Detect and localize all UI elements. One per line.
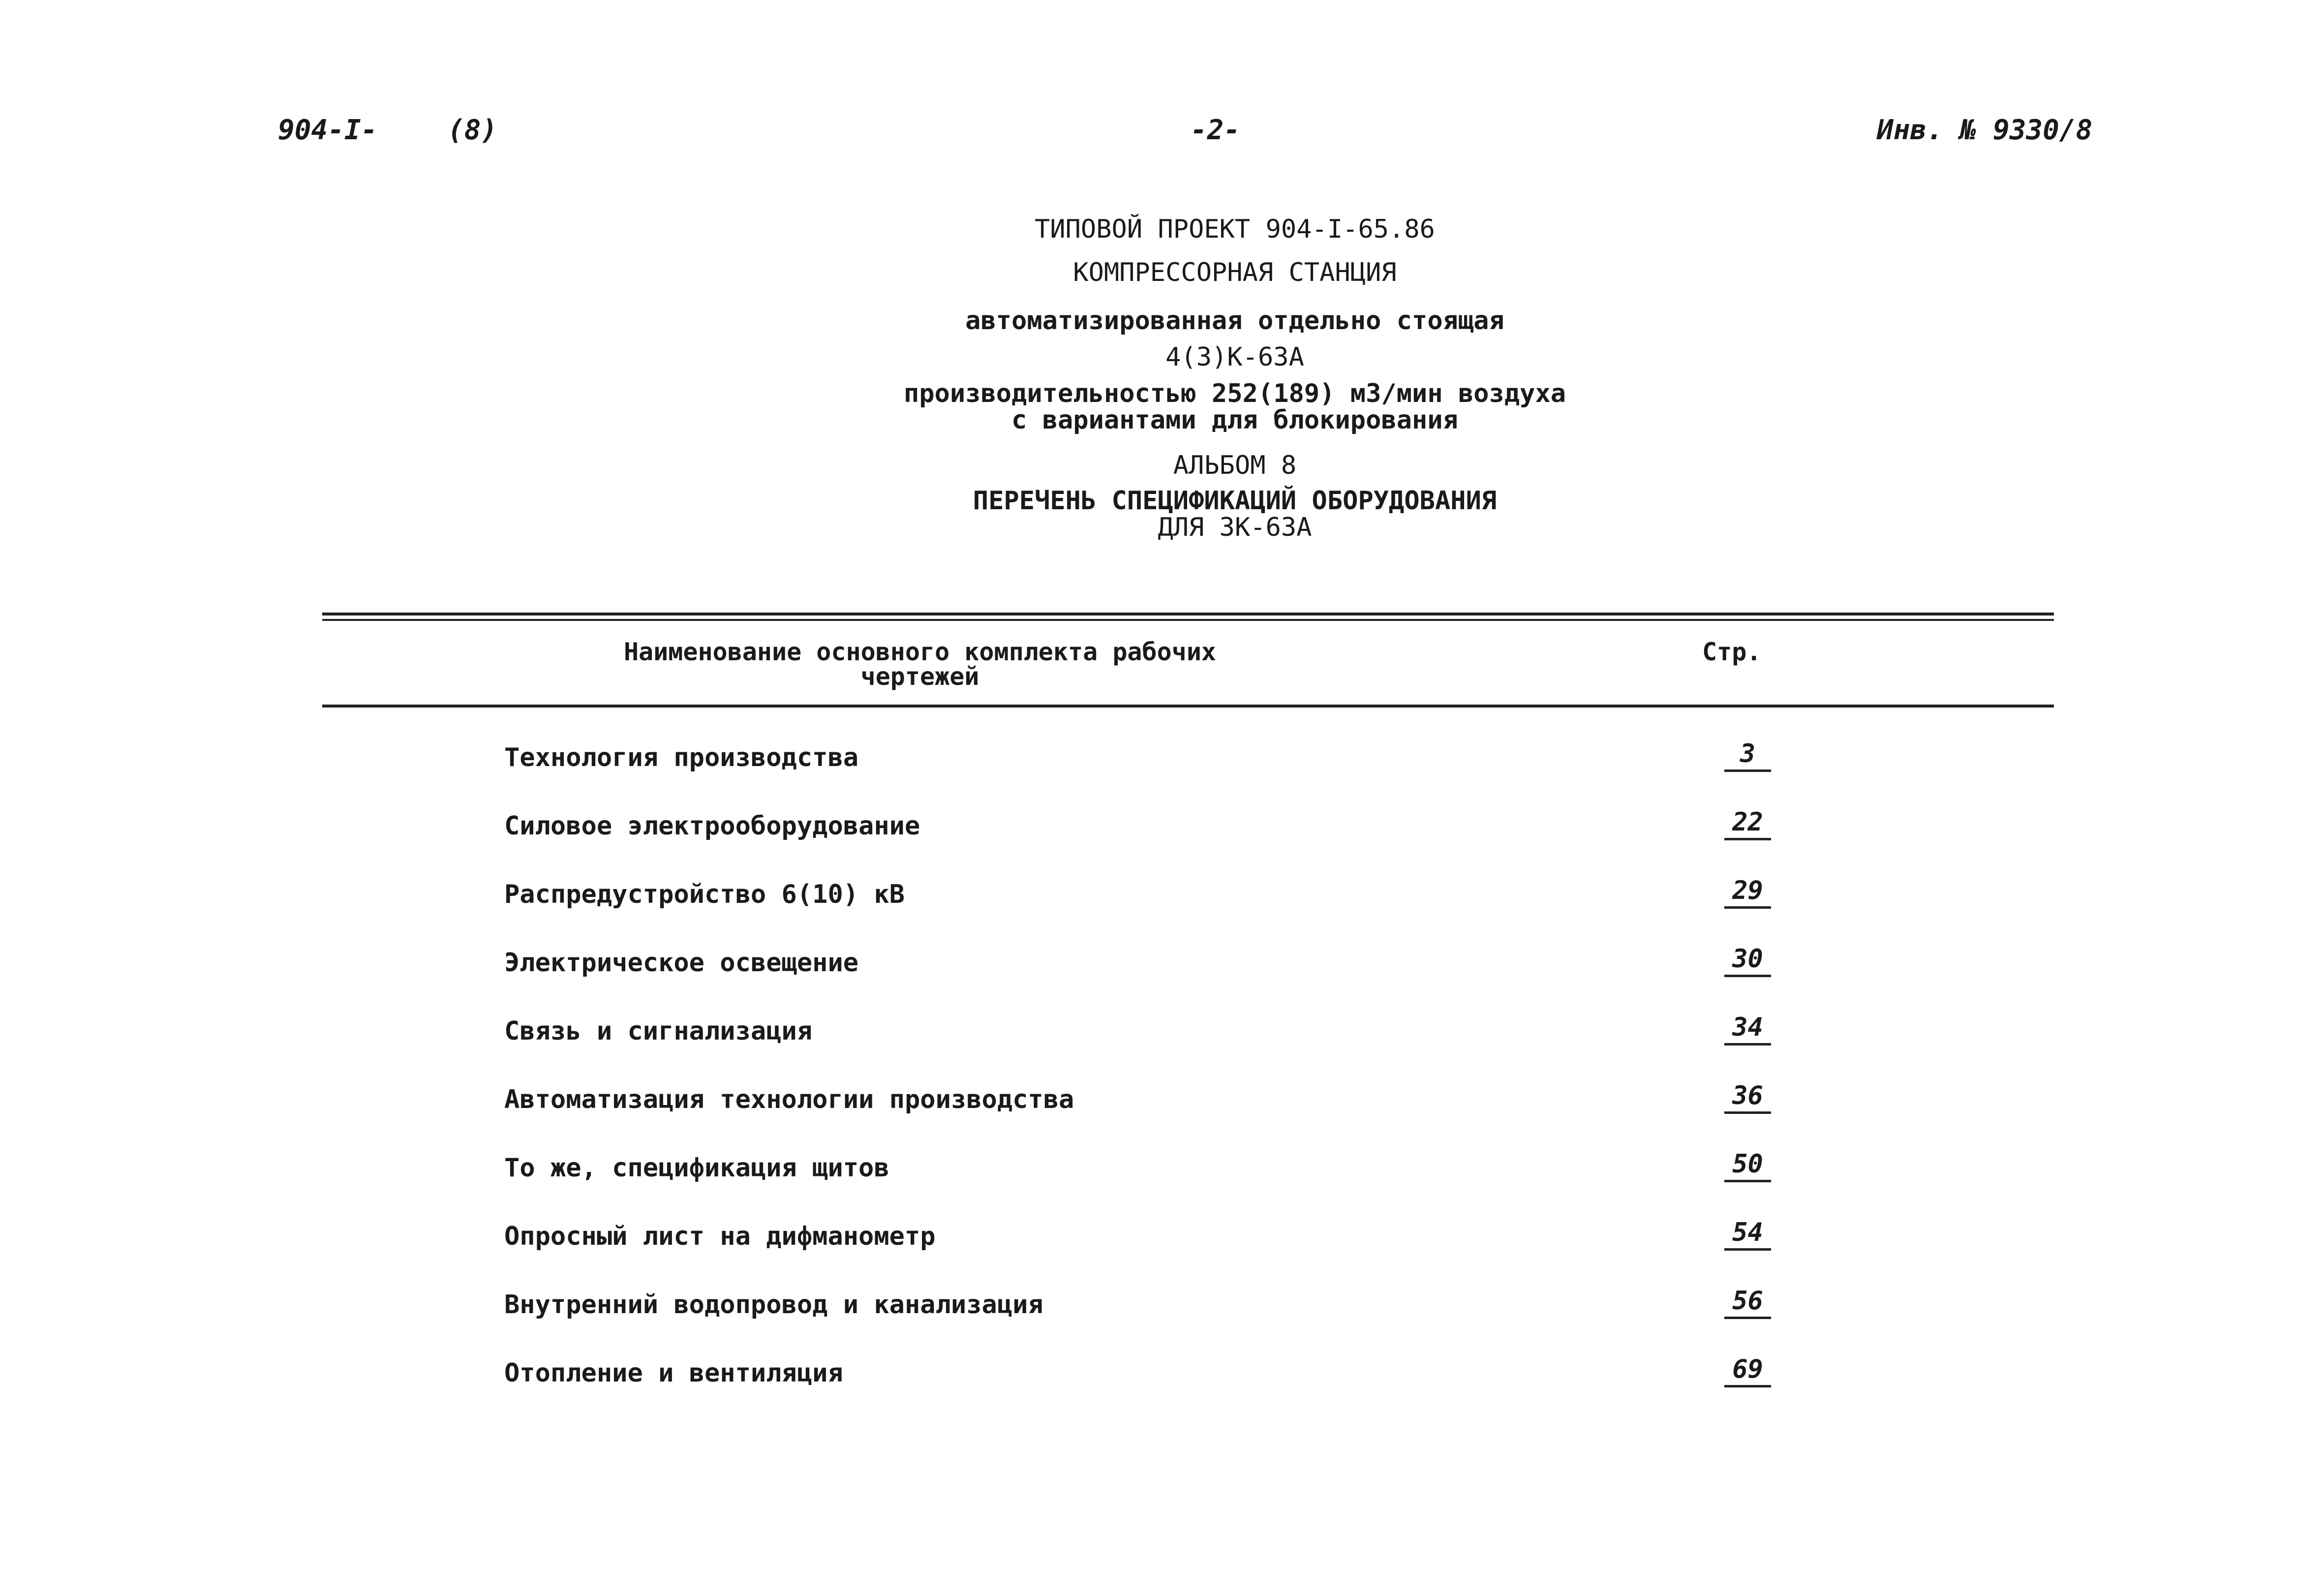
- row-page: 50: [1724, 1149, 1771, 1182]
- list-title: ПЕРЕЧЕНЬ СПЕЦИФИКАЦИЙ ОБОРУДОВАНИЯ: [973, 486, 1497, 516]
- table-top-rule: [322, 613, 2054, 615]
- column-header-name-line2: чертежей: [860, 662, 979, 691]
- list-subtitle: ДЛЯ 3К-63А: [1158, 513, 1312, 542]
- column-header-page: Стр.: [1702, 638, 1762, 666]
- title-block: [767, 216, 1702, 540]
- table-row: [0, 1286, 2324, 1358]
- row-name: То же, спецификация щитов: [504, 1153, 889, 1183]
- row-page: 54: [1724, 1218, 1771, 1251]
- table-row: [0, 1218, 2324, 1290]
- album-title: АЛЬБОМ 8: [1173, 451, 1297, 480]
- row-page: 30: [1724, 944, 1771, 977]
- station-title: КОМПРЕССОРНАЯ СТАНЦИЯ: [1073, 258, 1397, 287]
- series-code: 904-I-: [278, 114, 378, 146]
- project-title: ТИПОВОЙ ПРОЕКТ 904-I-65.86: [1035, 215, 1435, 244]
- compressor-model: 4(3)К-63А: [1165, 342, 1304, 372]
- row-name: Электрическое освещение: [504, 948, 859, 978]
- inventory-number: Инв. № 9330/8: [1877, 114, 2093, 146]
- variants-line: с вариантами для блокирования: [1011, 405, 1458, 435]
- row-name: Силовое электрооборудование: [504, 811, 920, 841]
- column-header-name-line1: Наименование основного комплекта рабочих: [623, 638, 1217, 666]
- row-name: Технология производства: [504, 743, 859, 772]
- table-top-rule-inner: [322, 619, 2054, 621]
- table-row: [0, 1149, 2324, 1222]
- row-page: 36: [1724, 1081, 1771, 1114]
- table-body: [0, 739, 2324, 1427]
- table-header-rule: [322, 705, 2054, 708]
- row-name: Опросный лист на дифманометр: [504, 1222, 936, 1251]
- capacity-line: производительностью 252(189) м3/мин воздуха: [903, 379, 1566, 408]
- row-name: Автоматизация технологии производства: [504, 1085, 1074, 1114]
- table-row: [0, 944, 2324, 1016]
- page-number: -2-: [1191, 114, 1241, 146]
- variant-code: (8): [448, 114, 498, 146]
- table-row: [0, 1013, 2324, 1085]
- row-page: 29: [1724, 876, 1771, 909]
- row-page: 56: [1724, 1286, 1771, 1319]
- column-header-name: [600, 640, 1240, 689]
- station-description: автоматизированная отдельно стоящая: [965, 306, 1504, 336]
- row-name: Связь и сигнализация: [504, 1016, 813, 1046]
- row-name: Внутренний водопровод и канализация: [504, 1290, 1043, 1320]
- row-page: 22: [1724, 807, 1771, 840]
- table-row: [0, 1081, 2324, 1153]
- row-page: 69: [1724, 1354, 1771, 1387]
- table-row: [0, 1354, 2324, 1427]
- table-row: [0, 739, 2324, 811]
- row-name: Отопление и вентиляция: [504, 1358, 843, 1388]
- row-page: 34: [1724, 1013, 1771, 1046]
- table-row: [0, 876, 2324, 948]
- table-row: [0, 807, 2324, 880]
- row-name: Распредустройство 6(10) кВ: [504, 880, 905, 909]
- row-page: 3: [1724, 739, 1771, 772]
